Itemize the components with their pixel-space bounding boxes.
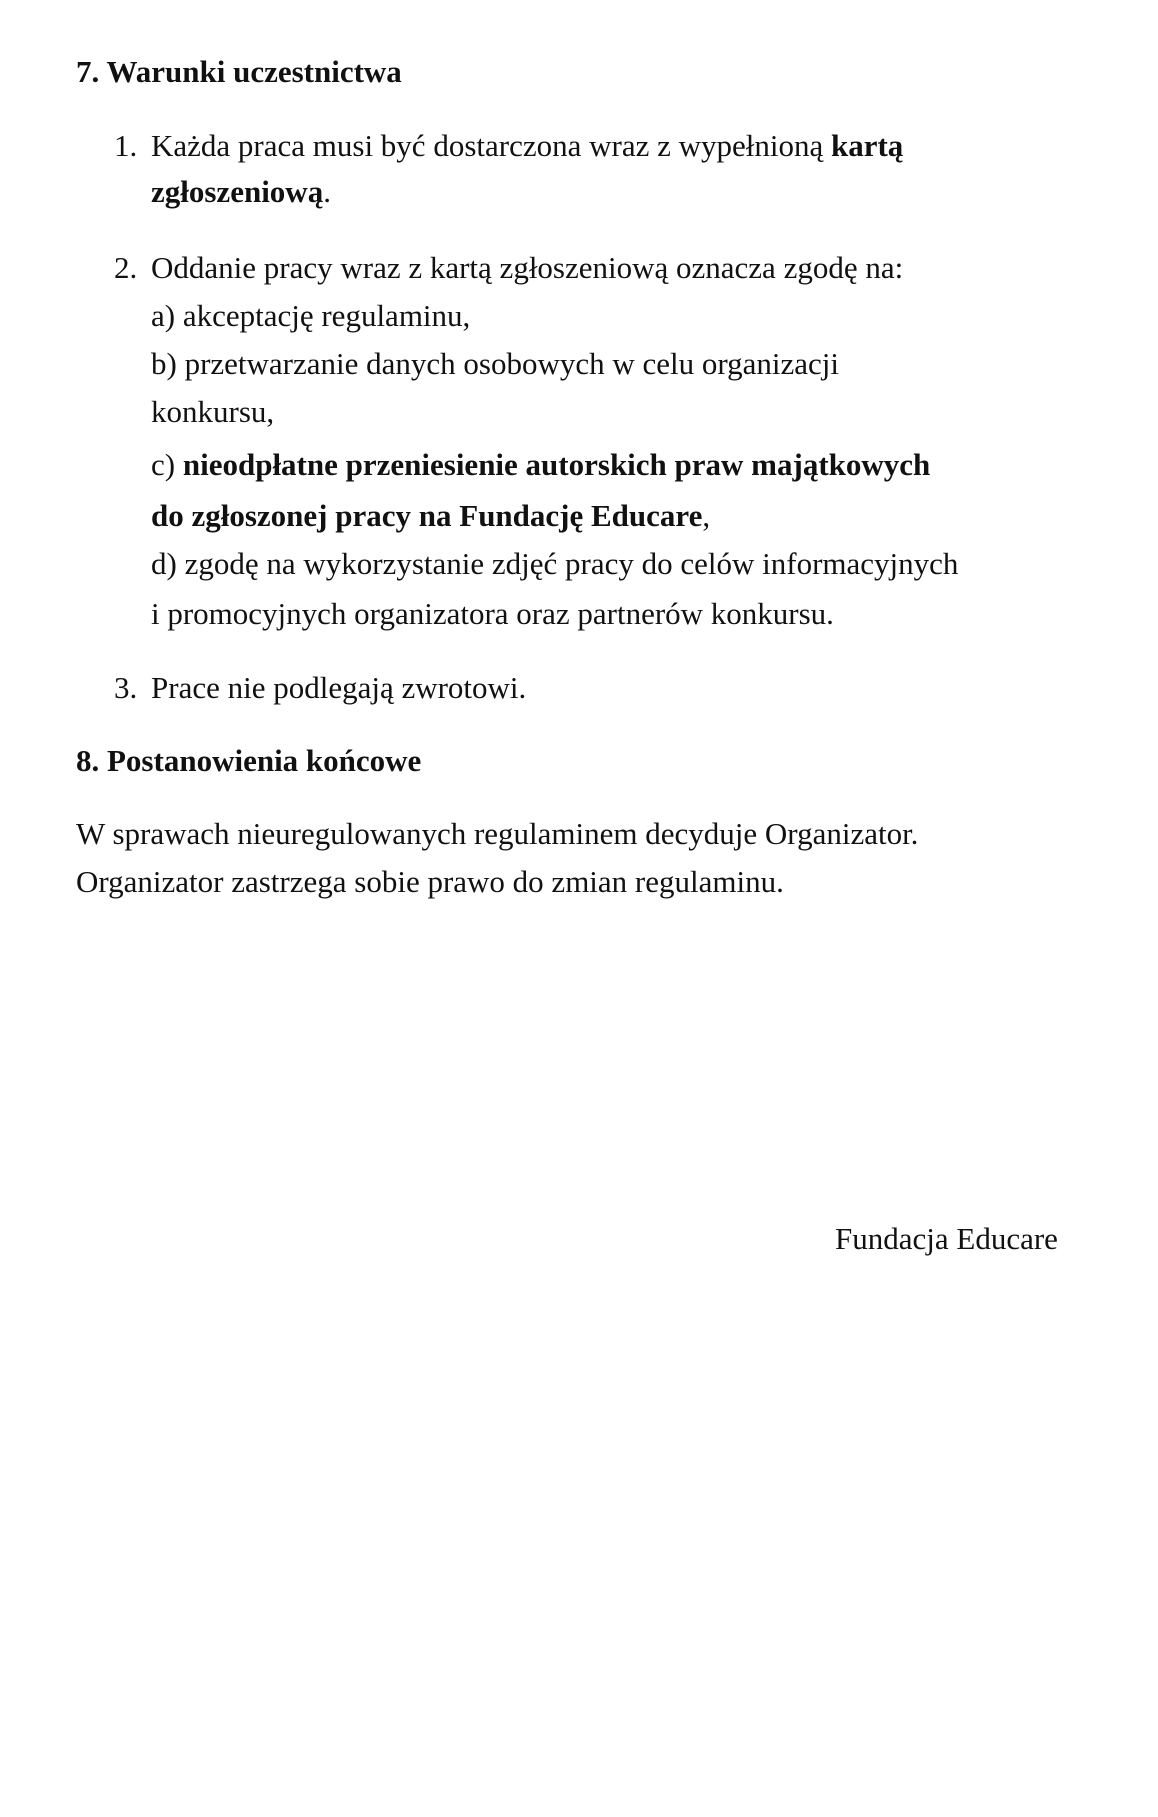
section-7-heading: 7. Warunki uczestnictwa <box>76 54 402 89</box>
paragraph-line: Organizator zastrzega sobie prawo do zmian regulaminu. <box>76 864 784 899</box>
item-text: Każda praca musi być dostarczona wraz z wypełnioną <box>151 128 831 163</box>
list-number: 1. <box>114 128 138 163</box>
section-8-heading: 8. Postanowienia końcowe <box>76 743 422 778</box>
sub-item-d-continued: i promocyjnych organizatora oraz partnerów konkursu. <box>151 596 834 631</box>
sub-item-a: a) akceptację regulaminu, <box>151 298 471 333</box>
item-text: , <box>702 498 711 533</box>
item-text: . <box>323 174 331 209</box>
list-number: 2. <box>114 250 138 285</box>
item-text: c) <box>151 447 183 482</box>
sub-item-d: d) zgodę na wykorzystanie zdjęć pracy do celów informacyjnych <box>151 546 959 581</box>
list-number: 3. <box>114 670 138 705</box>
list-item-intro: Oddanie pracy wraz z kartą zgłoszeniową oznacza zgodę na: <box>151 250 904 285</box>
sub-item-c <box>151 447 930 483</box>
item-bold-text: nieodpłatne przeniesienie autorskich praw majątkowych <box>182 447 931 482</box>
paragraph-line: W sprawach nieuregulowanych regulaminem decyduje Organizator. <box>76 816 919 851</box>
item-bold-text: zgłoszeniową <box>151 174 324 209</box>
list-item-text-continued <box>151 174 331 210</box>
list-item-text <box>151 128 903 164</box>
signature: Fundacja Educare <box>835 1221 1058 1256</box>
item-bold-text: kartą <box>830 128 904 163</box>
item-bold-text: do zgłoszonej pracy na Fundację Educare <box>151 498 703 533</box>
sub-item-c-continued <box>151 498 710 534</box>
list-item-text: Prace nie podlegają zwrotowi. <box>151 670 527 705</box>
sub-item-b-continued: konkursu, <box>151 394 275 429</box>
sub-item-b: b) przetwarzanie danych osobowych w celu organizacji <box>151 346 840 381</box>
